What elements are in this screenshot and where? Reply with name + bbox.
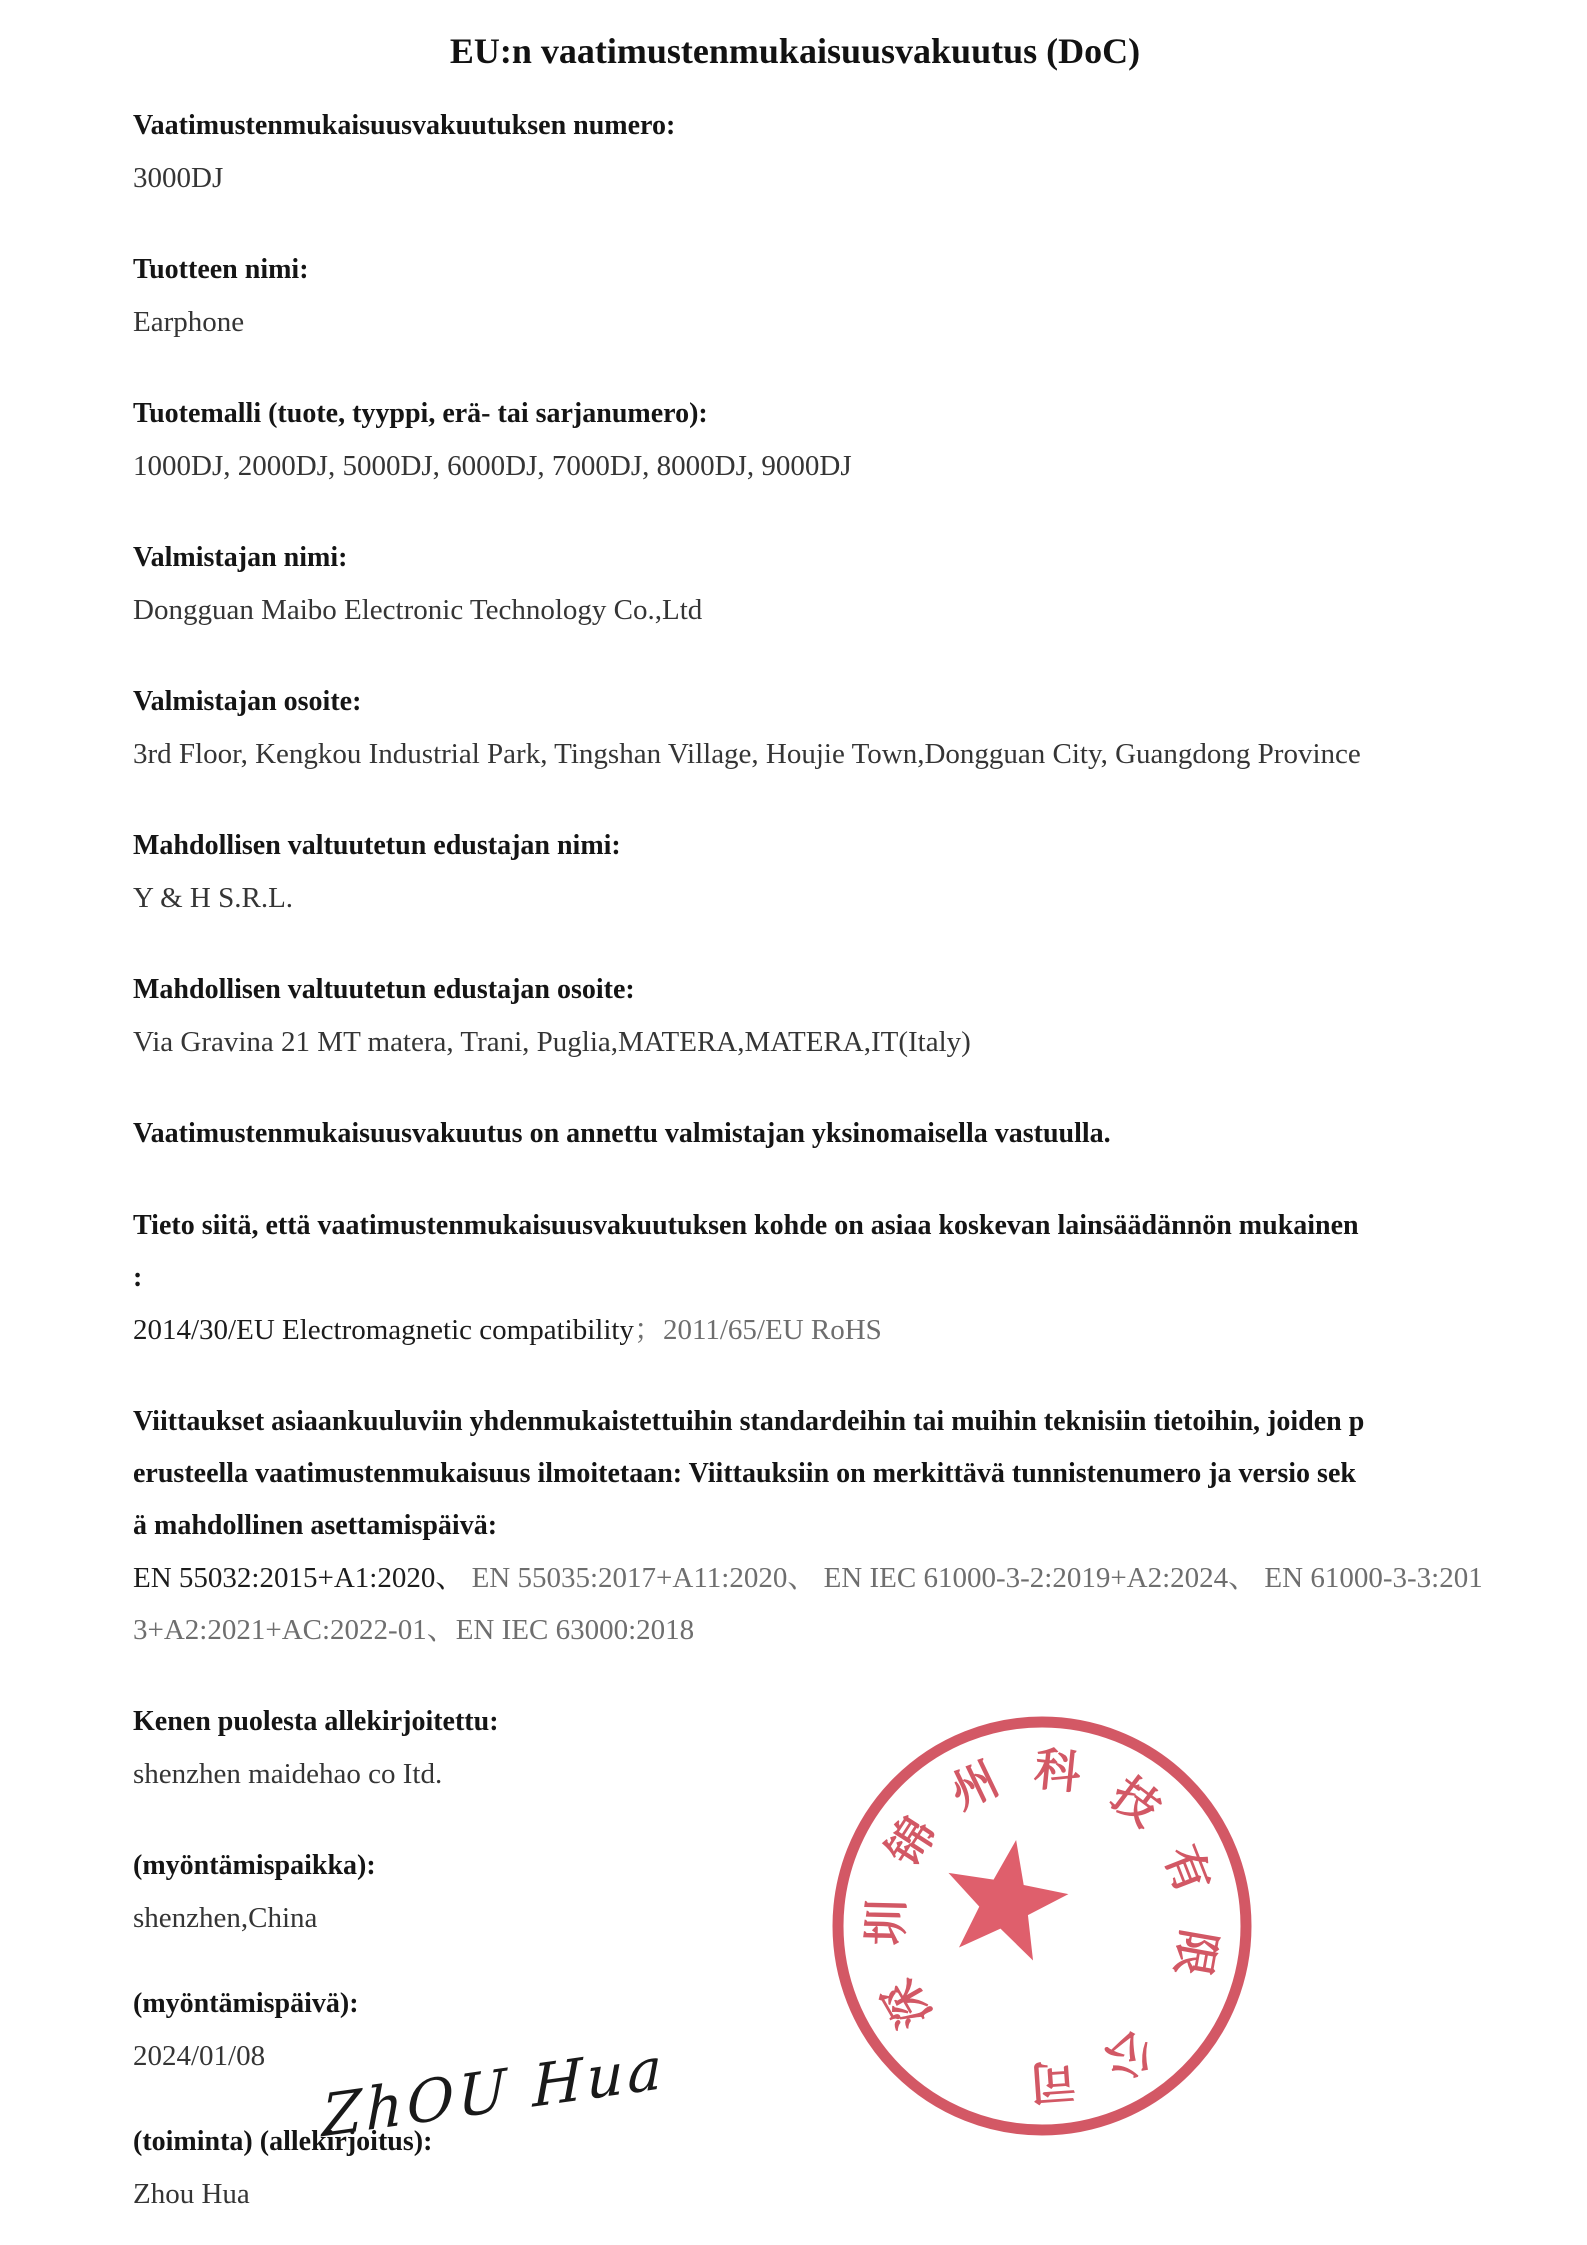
field-label: (myöntämispäivä): — [133, 1988, 359, 2019]
field-label-line2: : — [133, 1262, 143, 1293]
field-label: Mahdollisen valtuutetun edustajan osoite: — [133, 974, 635, 1005]
svg-text:锦: 锦 — [875, 1807, 947, 1876]
field-label: Vaatimustenmukaisuusvakuutuksen numero: — [133, 110, 676, 141]
svg-text:司: 司 — [1028, 2053, 1078, 2111]
company-stamp — [820, 1704, 1264, 2148]
svg-text:技: 技 — [1101, 1766, 1171, 1837]
field-label: (toiminta) (allekirjoitus): — [133, 2126, 433, 2157]
svg-text:科: 科 — [1031, 1741, 1084, 1800]
standards-others: EN 55035:2017+A11:2020、 EN IEC 61000-3-2:2019+A2:2024、 EN 61000-3-3:201 — [464, 1562, 1483, 1594]
document-title: EU:n vaatimustenmukaisuusvakuutus (DoC) — [449, 31, 1141, 71]
field-label: Valmistajan osoite: — [133, 686, 362, 717]
field-value: 3000DJ — [133, 162, 224, 194]
field-label-line1: Tieto siitä, että vaatimustenmukaisuusvakuutuksen kohde on asiaa koskevan lainsäädännön mukainen — [133, 1210, 1359, 1241]
field-value: Via Gravina 21 MT matera, Trani, Puglia,MATERA,MATERA,IT(Italy) — [133, 1026, 971, 1058]
field-label: Kenen puolesta allekirjoitettu: — [133, 1706, 499, 1737]
section-standards — [133, 1396, 1483, 1656]
field-value: shenzhen maidehao co Itd. — [133, 1758, 443, 1790]
standards-line1 — [133, 1552, 1483, 1604]
standard-en55032: EN 55032:2015+A1:2020、 — [133, 1562, 465, 1594]
field-value: shenzhen,China — [133, 1902, 318, 1934]
section-representative-name — [133, 820, 1457, 924]
signer-printed-name: Zhou Hua — [133, 2178, 250, 2210]
field-value: Earphone — [133, 306, 245, 338]
svg-text:深: 深 — [872, 1970, 942, 2038]
field-label-line3: ä mahdollinen asettamispäivä: — [133, 1510, 498, 1541]
section-product-model — [133, 388, 1457, 492]
field-value: 1000DJ, 2000DJ, 5000DJ, 6000DJ, 7000DJ, 8000DJ, 9000DJ — [133, 450, 852, 482]
handwritten-signature: ZhOU Hua — [322, 2033, 666, 2151]
field-label: (myöntämispaikka): — [133, 1850, 376, 1881]
section-representative-address — [133, 964, 1457, 1068]
svg-text:圳: 圳 — [858, 1898, 914, 1946]
declaration-text: Vaatimustenmukaisuusvakuutus on annettu valmistajan yksinomaisella vastuulla. — [133, 1118, 1111, 1149]
field-label: Tuotemalli (tuote, tyyppi, erä- tai sarjanumero): — [133, 398, 708, 429]
field-value — [133, 1304, 1457, 1356]
section-declaration — [133, 1108, 1457, 1160]
standards-line2: 3+A2:2021+AC:2022-01、EN IEC 63000:2018 — [133, 1614, 695, 1646]
field-label-line1: Viittaukset asiaankuuluviin yhdenmukaistettuihin standardeihin tai muihin teknisiin tietoihin, joiden p — [133, 1406, 1365, 1437]
section-doc-number — [133, 100, 1457, 204]
field-label-line2: erusteella vaatimustenmukaisuus ilmoitetaan: Viittauksiin on merkittävä tunnistenumero ja versio sek — [133, 1458, 1356, 1489]
field-value: 3rd Floor, Kengkou Industrial Park, Tingshan Village, Houjie Town,Dongguan City, Guangdong Province — [133, 738, 1361, 770]
field-value: Dongguan Maibo Electronic Technology Co.,Ltd — [133, 594, 703, 626]
svg-text:限: 限 — [1165, 1925, 1227, 1981]
legislation-rohs: ；2011/65/EU RoHS — [633, 1314, 882, 1346]
field-value: 2024/01/08 — [133, 2040, 266, 2072]
section-manufacturer-address — [133, 676, 1457, 780]
section-manufacturer-name — [133, 532, 1457, 636]
stamp-company-text — [858, 1742, 1226, 2111]
legislation-emc: 2014/30/EU Electromagnetic compatibility — [133, 1314, 634, 1346]
stamp-star-icon — [936, 1829, 1076, 1964]
field-label: Valmistajan nimi: — [133, 542, 348, 573]
section-legislation — [133, 1200, 1457, 1356]
svg-text:有: 有 — [1153, 1837, 1221, 1901]
field-label: Mahdollisen valtuutetun edustajan nimi: — [133, 830, 621, 861]
svg-text:州: 州 — [941, 1751, 1007, 1820]
svg-text:公: 公 — [1095, 2020, 1164, 2091]
field-label: Tuotteen nimi: — [133, 254, 309, 285]
field-value: Y & H S.R.L. — [133, 882, 294, 914]
section-product-name — [133, 244, 1457, 348]
